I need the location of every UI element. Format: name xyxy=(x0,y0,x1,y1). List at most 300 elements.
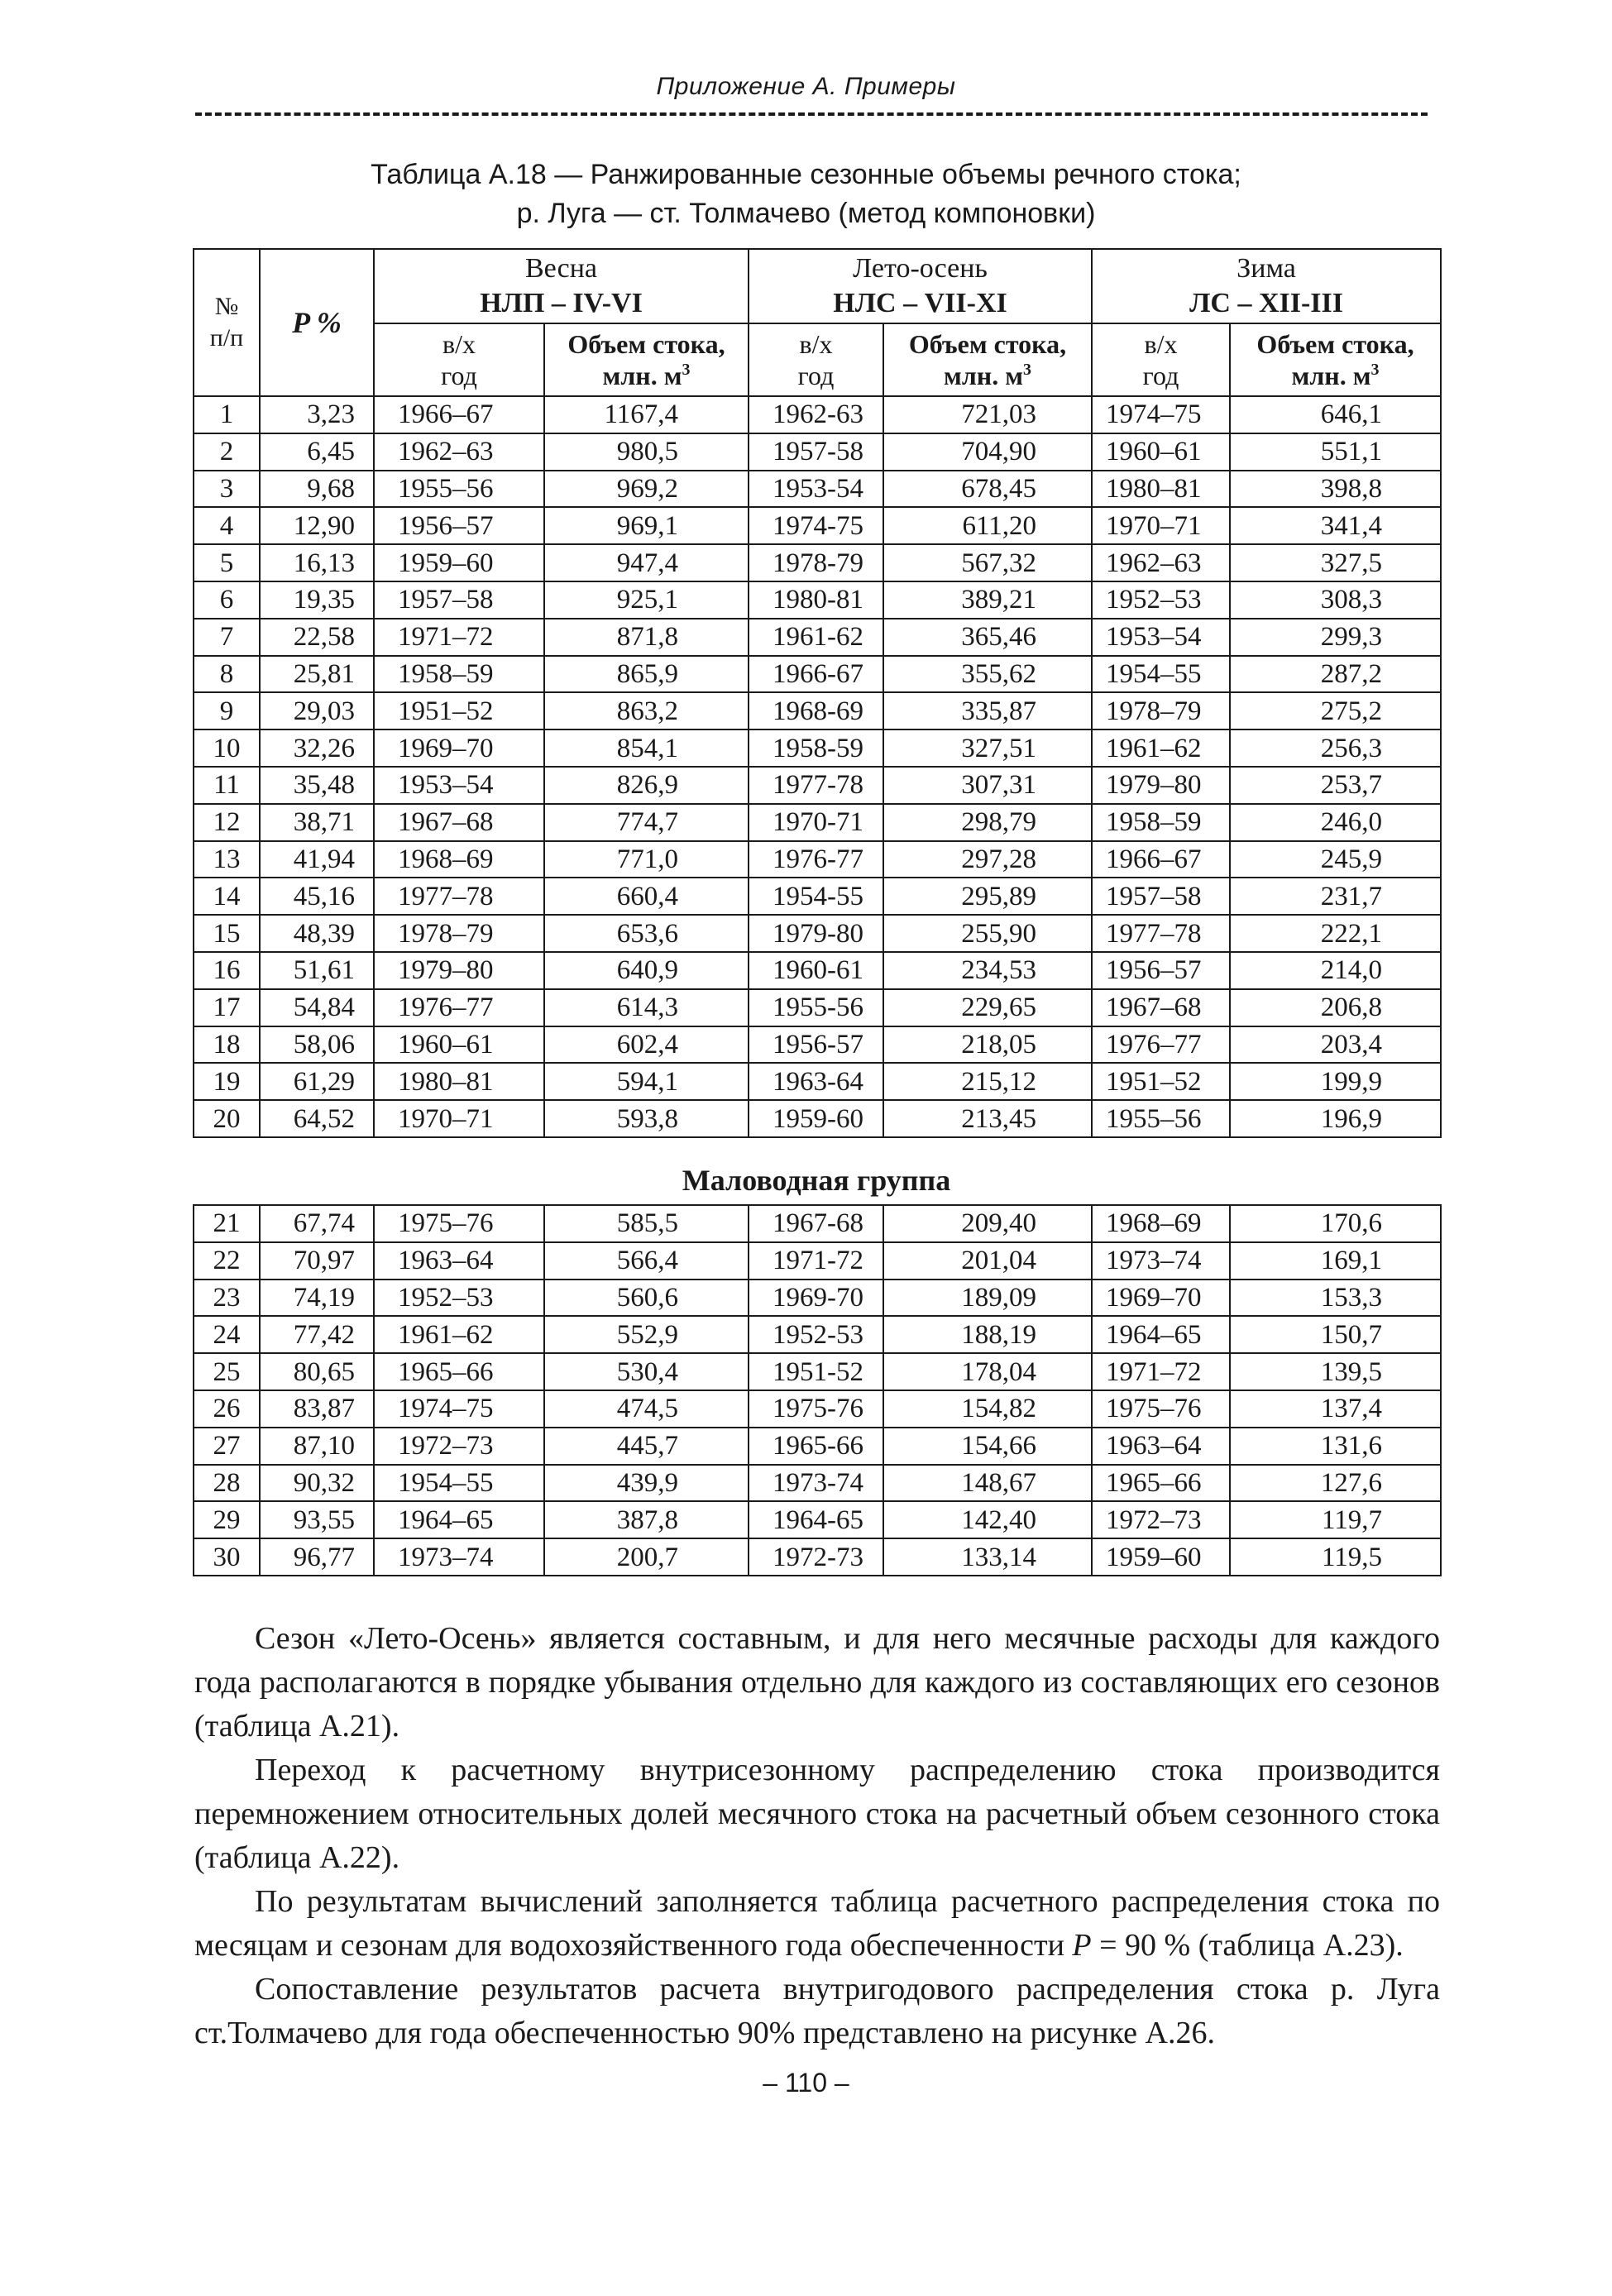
cell-summer-volume: 365,46 xyxy=(883,619,1092,656)
cell-winter-volume: 245,9 xyxy=(1230,841,1441,878)
cell-summer-volume: 188,19 xyxy=(883,1316,1092,1353)
cell-summer-volume: 335,87 xyxy=(883,692,1092,729)
cell-row-number: 24 xyxy=(194,1316,260,1353)
cell-spring-volume: 560,6 xyxy=(544,1280,749,1317)
cell-spring-year: 1960–61 xyxy=(374,1026,544,1064)
header-spring xyxy=(374,249,749,323)
cell-summer-year: 1953-54 xyxy=(749,471,883,508)
cell-winter-year: 1952–53 xyxy=(1092,581,1230,619)
cell-winter-volume: 127,6 xyxy=(1230,1465,1441,1502)
paragraph-3 xyxy=(194,1880,1440,1968)
cell-winter-year: 1972–73 xyxy=(1092,1501,1230,1538)
cell-winter-volume: 308,3 xyxy=(1230,581,1441,619)
cell-probability: 64,52 xyxy=(260,1100,374,1137)
cell-summer-volume: 189,09 xyxy=(883,1280,1092,1317)
cell-winter-year: 1973–74 xyxy=(1092,1242,1230,1280)
header-probability: P % xyxy=(260,249,374,396)
cell-row-number: 8 xyxy=(194,656,260,693)
cell-probability: 51,61 xyxy=(260,952,374,989)
cell-probability: 80,65 xyxy=(260,1353,374,1390)
low-water-group-title: Маловодная группа xyxy=(682,1164,951,1197)
cell-spring-volume: 614,3 xyxy=(544,989,749,1026)
cell-spring-volume: 552,9 xyxy=(544,1316,749,1353)
header-volume-line-1: Объем стока, xyxy=(1256,329,1414,359)
cell-probability: 3,23 xyxy=(260,396,374,433)
cell-winter-year: 1969–70 xyxy=(1092,1280,1230,1317)
cell-spring-volume: 653,6 xyxy=(544,915,749,952)
cell-summer-year: 1972-73 xyxy=(749,1538,883,1576)
cell-probability: 25,81 xyxy=(260,656,374,693)
cell-summer-year: 1961-62 xyxy=(749,619,883,656)
header-volume-line-2: млн. м xyxy=(944,361,1023,390)
cell-probability: 48,39 xyxy=(260,915,374,952)
cell-summer-year: 1973-74 xyxy=(749,1465,883,1502)
cell-winter-volume: 246,0 xyxy=(1230,804,1441,841)
cell-probability: 90,32 xyxy=(260,1465,374,1502)
cell-spring-year: 1964–65 xyxy=(374,1501,544,1538)
body-text xyxy=(194,1617,1440,2055)
cell-spring-volume: 774,7 xyxy=(544,804,749,841)
header-dashed-rule xyxy=(195,112,1428,116)
cell-spring-volume: 854,1 xyxy=(544,729,749,767)
cell-summer-volume: 255,90 xyxy=(883,915,1092,952)
cell-row-number: 28 xyxy=(194,1465,260,1502)
cell-winter-year: 1971–72 xyxy=(1092,1353,1230,1390)
cell-summer-volume: 295,89 xyxy=(883,878,1092,915)
cell-summer-volume: 154,82 xyxy=(883,1390,1092,1428)
cell-spring-year: 1978–79 xyxy=(374,915,544,952)
cell-probability: 9,68 xyxy=(260,471,374,508)
cell-winter-volume: 214,0 xyxy=(1230,952,1441,989)
cell-spring-volume: 871,8 xyxy=(544,619,749,656)
cell-probability: 35,48 xyxy=(260,767,374,804)
cell-winter-volume: 169,1 xyxy=(1230,1242,1441,1280)
cell-summer-year: 1970-71 xyxy=(749,804,883,841)
cell-spring-volume: 593,8 xyxy=(544,1100,749,1137)
cell-spring-year: 1958–59 xyxy=(374,656,544,693)
cell-winter-volume: 170,6 xyxy=(1230,1205,1441,1242)
cell-probability: 16,13 xyxy=(260,544,374,581)
table-row xyxy=(194,767,1441,804)
header-spring-volume xyxy=(544,323,749,396)
cell-row-number: 20 xyxy=(194,1100,260,1137)
cell-spring-volume: 439,9 xyxy=(544,1465,749,1502)
cell-probability: 38,71 xyxy=(260,804,374,841)
cell-summer-year: 1968-69 xyxy=(749,692,883,729)
cell-row-number: 3 xyxy=(194,471,260,508)
cell-probability: 12,90 xyxy=(260,507,374,544)
cell-spring-year: 1956–57 xyxy=(374,507,544,544)
header-winter-volume xyxy=(1230,323,1441,396)
cell-winter-year: 1979–80 xyxy=(1092,767,1230,804)
ranked-volumes-table xyxy=(193,248,1442,1138)
cell-winter-year: 1953–54 xyxy=(1092,619,1230,656)
cell-row-number: 22 xyxy=(194,1242,260,1280)
cell-spring-volume: 530,4 xyxy=(544,1353,749,1390)
cell-winter-year: 1951–52 xyxy=(1092,1063,1230,1100)
cell-row-number: 4 xyxy=(194,507,260,544)
cell-spring-volume: 969,2 xyxy=(544,471,749,508)
table-row xyxy=(194,1353,1441,1390)
cell-summer-volume: 721,03 xyxy=(883,396,1092,433)
header-year-line-1: в/х xyxy=(799,329,833,359)
cell-winter-volume: 150,7 xyxy=(1230,1316,1441,1353)
cell-winter-volume: 119,5 xyxy=(1230,1538,1441,1576)
cell-spring-year: 1959–60 xyxy=(374,544,544,581)
cell-summer-volume: 611,20 xyxy=(883,507,1092,544)
header-volume-line-1: Объем стока, xyxy=(908,329,1067,359)
cell-summer-volume: 213,45 xyxy=(883,1100,1092,1137)
cell-summer-volume: 327,51 xyxy=(883,729,1092,767)
cell-spring-year: 1976–77 xyxy=(374,989,544,1026)
cell-summer-volume: 218,05 xyxy=(883,1026,1092,1064)
cell-row-number: 19 xyxy=(194,1063,260,1100)
cell-spring-volume: 969,1 xyxy=(544,507,749,544)
header-winter-year xyxy=(1092,323,1230,396)
table-row xyxy=(194,396,1441,433)
cell-winter-year: 1960–61 xyxy=(1092,433,1230,471)
cell-summer-year: 1964-65 xyxy=(749,1501,883,1538)
cell-probability: 32,26 xyxy=(260,729,374,767)
cell-summer-volume: 307,31 xyxy=(883,767,1092,804)
cell-winter-volume: 551,1 xyxy=(1230,433,1441,471)
cell-spring-year: 1962–63 xyxy=(374,433,544,471)
cell-row-number: 16 xyxy=(194,952,260,989)
cell-summer-year: 1959-60 xyxy=(749,1100,883,1137)
header-year-line-2: год xyxy=(1142,361,1179,390)
table-row xyxy=(194,804,1441,841)
cell-spring-volume: 660,4 xyxy=(544,878,749,915)
cell-summer-volume: 229,65 xyxy=(883,989,1092,1026)
cell-spring-year: 1980–81 xyxy=(374,1063,544,1100)
cell-summer-year: 1975-76 xyxy=(749,1390,883,1428)
cell-row-number: 21 xyxy=(194,1205,260,1242)
cell-summer-volume: 142,40 xyxy=(883,1501,1092,1538)
cell-probability: 96,77 xyxy=(260,1538,374,1576)
cell-summer-year: 1960-61 xyxy=(749,952,883,989)
cell-summer-year: 1958-59 xyxy=(749,729,883,767)
table-row xyxy=(194,1465,1441,1502)
cell-summer-year: 1951-52 xyxy=(749,1353,883,1390)
cell-spring-year: 1961–62 xyxy=(374,1316,544,1353)
header-spring-name: Весна xyxy=(525,253,597,284)
cell-summer-volume: 234,53 xyxy=(883,952,1092,989)
table-row xyxy=(194,989,1441,1026)
cell-probability: 77,42 xyxy=(260,1316,374,1353)
table-caption xyxy=(0,155,1612,233)
cell-row-number: 11 xyxy=(194,767,260,804)
paragraph-1: Сезон «Лето-Осень» является составным, и для него месячные расходы для каждого года располагаются в порядке убывания отдельно для каждого из составляющих его сезонов (таблица А.21). xyxy=(194,1621,1440,1744)
cell-spring-volume: 594,1 xyxy=(544,1063,749,1100)
cell-probability: 87,10 xyxy=(260,1428,374,1465)
header-summer-code: НЛС – VII-XI xyxy=(833,288,1007,318)
cell-spring-volume: 980,5 xyxy=(544,433,749,471)
cell-summer-year: 1957-58 xyxy=(749,433,883,471)
table-row xyxy=(194,1501,1441,1538)
cell-spring-volume: 566,4 xyxy=(544,1242,749,1280)
cell-winter-year: 1970–71 xyxy=(1092,507,1230,544)
cell-winter-volume: 199,9 xyxy=(1230,1063,1441,1100)
cell-spring-year: 1955–56 xyxy=(374,471,544,508)
cell-spring-year: 1968–69 xyxy=(374,841,544,878)
cell-winter-volume: 287,2 xyxy=(1230,656,1441,693)
cell-spring-volume: 826,9 xyxy=(544,767,749,804)
header-summer-year xyxy=(749,323,883,396)
cell-spring-year: 1965–66 xyxy=(374,1353,544,1390)
cell-summer-volume: 389,21 xyxy=(883,581,1092,619)
cell-winter-year: 1965–66 xyxy=(1092,1465,1230,1502)
cell-winter-year: 1964–65 xyxy=(1092,1316,1230,1353)
header-year-line-2: год xyxy=(441,361,477,390)
table-row xyxy=(194,1316,1441,1353)
cell-probability: 58,06 xyxy=(260,1026,374,1064)
header-year-line-1: в/х xyxy=(442,329,476,359)
cell-winter-volume: 131,6 xyxy=(1230,1428,1441,1465)
cell-summer-volume: 148,67 xyxy=(883,1465,1092,1502)
table-row xyxy=(194,656,1441,693)
header-volume-line-1: Объем стока, xyxy=(567,329,725,359)
cell-winter-volume: 327,5 xyxy=(1230,544,1441,581)
cell-summer-volume: 178,04 xyxy=(883,1353,1092,1390)
cell-winter-year: 1955–56 xyxy=(1092,1100,1230,1137)
cell-spring-year: 1953–54 xyxy=(374,767,544,804)
cell-winter-year: 1963–64 xyxy=(1092,1428,1230,1465)
cell-probability: 54,84 xyxy=(260,989,374,1026)
header-year-line-2: год xyxy=(797,361,835,390)
table-row xyxy=(194,1100,1441,1137)
cell-summer-year: 1980-81 xyxy=(749,581,883,619)
cell-winter-year: 1961–62 xyxy=(1092,729,1230,767)
table-row xyxy=(194,544,1441,581)
cell-summer-volume: 355,62 xyxy=(883,656,1092,693)
cell-summer-volume: 201,04 xyxy=(883,1242,1092,1280)
table-row xyxy=(194,1390,1441,1428)
table-header xyxy=(194,249,1441,396)
cell-row-number: 1 xyxy=(194,396,260,433)
header-summer-autumn xyxy=(749,249,1092,323)
cell-spring-year: 1973–74 xyxy=(374,1538,544,1576)
cell-winter-year: 1959–60 xyxy=(1092,1538,1230,1576)
header-row-number-line-2: п/п xyxy=(209,324,244,352)
table-row xyxy=(194,507,1441,544)
table-row xyxy=(194,1280,1441,1317)
cell-probability: 6,45 xyxy=(260,433,374,471)
cell-spring-year: 1974–75 xyxy=(374,1390,544,1428)
table-row xyxy=(194,729,1441,767)
cell-winter-volume: 256,3 xyxy=(1230,729,1441,767)
table-row xyxy=(194,1428,1441,1465)
cell-summer-year: 1977-78 xyxy=(749,767,883,804)
table-row xyxy=(194,1063,1441,1100)
cell-winter-volume: 196,9 xyxy=(1230,1100,1441,1137)
cell-winter-volume: 646,1 xyxy=(1230,396,1441,433)
cell-row-number: 26 xyxy=(194,1390,260,1428)
cell-summer-year: 1963-64 xyxy=(749,1063,883,1100)
cell-row-number: 13 xyxy=(194,841,260,878)
cell-spring-year: 1954–55 xyxy=(374,1465,544,1502)
cell-summer-volume: 567,32 xyxy=(883,544,1092,581)
cell-summer-year: 1965-66 xyxy=(749,1428,883,1465)
cell-row-number: 18 xyxy=(194,1026,260,1064)
cell-summer-year: 1954-55 xyxy=(749,878,883,915)
cell-summer-volume: 215,12 xyxy=(883,1063,1092,1100)
cell-row-number: 30 xyxy=(194,1538,260,1576)
cell-summer-volume: 297,28 xyxy=(883,841,1092,878)
cell-winter-year: 1968–69 xyxy=(1092,1205,1230,1242)
table-row xyxy=(194,692,1441,729)
cell-summer-volume: 209,40 xyxy=(883,1205,1092,1242)
table-body xyxy=(194,396,1441,1137)
cell-summer-year: 1978-79 xyxy=(749,544,883,581)
cell-spring-year: 1951–52 xyxy=(374,692,544,729)
paragraph-3-variable: P xyxy=(1072,1928,1092,1963)
header-volume-line-2: млн. м xyxy=(602,361,682,390)
cell-winter-year: 1954–55 xyxy=(1092,656,1230,693)
cell-spring-volume: 445,7 xyxy=(544,1428,749,1465)
cell-summer-year: 1976-77 xyxy=(749,841,883,878)
cell-spring-volume: 200,7 xyxy=(544,1538,749,1576)
cell-probability: 67,74 xyxy=(260,1205,374,1242)
cell-winter-year: 1974–75 xyxy=(1092,396,1230,433)
cell-spring-year: 1963–64 xyxy=(374,1242,544,1280)
cell-row-number: 10 xyxy=(194,729,260,767)
cell-winter-year: 1958–59 xyxy=(1092,804,1230,841)
cell-row-number: 14 xyxy=(194,878,260,915)
cell-spring-volume: 865,9 xyxy=(544,656,749,693)
table-caption-line-1: Таблица А.18 — Ранжированные сезонные объемы речного стока; xyxy=(371,159,1241,190)
cell-spring-year: 1970–71 xyxy=(374,1100,544,1137)
cell-spring-year: 1967–68 xyxy=(374,804,544,841)
cell-winter-year: 1966–67 xyxy=(1092,841,1230,878)
paragraph-3-tail: = 90 % (таблица А.23). xyxy=(1099,1928,1404,1963)
cell-summer-volume: 704,90 xyxy=(883,433,1092,471)
cell-spring-volume: 863,2 xyxy=(544,692,749,729)
paragraph-3-text: По результатам вычислений заполняется таблица расчетного распределения стока по месяцам и сезонам для водохозяйственного года обеспеченности xyxy=(194,1884,1440,1963)
cell-summer-volume: 678,45 xyxy=(883,471,1092,508)
cell-row-number: 5 xyxy=(194,544,260,581)
cell-row-number: 29 xyxy=(194,1501,260,1538)
header-volume-sup: 3 xyxy=(682,361,691,379)
header-volume-sup: 3 xyxy=(1023,361,1031,379)
cell-winter-year: 1957–58 xyxy=(1092,878,1230,915)
cell-winter-year: 1977–78 xyxy=(1092,915,1230,952)
cell-winter-volume: 231,7 xyxy=(1230,878,1441,915)
table-row xyxy=(194,841,1441,878)
cell-spring-year: 1969–70 xyxy=(374,729,544,767)
cell-row-number: 7 xyxy=(194,619,260,656)
table-row xyxy=(194,619,1441,656)
cell-summer-year: 1967-68 xyxy=(749,1205,883,1242)
cell-winter-year: 1980–81 xyxy=(1092,471,1230,508)
cell-row-number: 6 xyxy=(194,581,260,619)
table-row xyxy=(194,581,1441,619)
header-winter-name: Зима xyxy=(1237,253,1296,284)
table-row xyxy=(194,1205,1441,1242)
cell-summer-volume: 133,14 xyxy=(883,1538,1092,1576)
low-water-table xyxy=(193,1204,1442,1576)
cell-winter-volume: 275,2 xyxy=(1230,692,1441,729)
table-row xyxy=(194,471,1441,508)
cell-spring-year: 1972–73 xyxy=(374,1428,544,1465)
cell-probability: 29,03 xyxy=(260,692,374,729)
cell-winter-volume: 139,5 xyxy=(1230,1353,1441,1390)
cell-summer-volume: 154,66 xyxy=(883,1428,1092,1465)
table-row xyxy=(194,1242,1441,1280)
cell-winter-year: 1967–68 xyxy=(1092,989,1230,1026)
cell-winter-year: 1978–79 xyxy=(1092,692,1230,729)
cell-probability: 70,97 xyxy=(260,1242,374,1280)
cell-spring-year: 1977–78 xyxy=(374,878,544,915)
cell-spring-volume: 771,0 xyxy=(544,841,749,878)
cell-winter-year: 1962–63 xyxy=(1092,544,1230,581)
cell-probability: 45,16 xyxy=(260,878,374,915)
cell-winter-volume: 119,7 xyxy=(1230,1501,1441,1538)
cell-summer-year: 1971-72 xyxy=(749,1242,883,1280)
cell-probability: 74,19 xyxy=(260,1280,374,1317)
cell-spring-year: 1975–76 xyxy=(374,1205,544,1242)
cell-row-number: 2 xyxy=(194,433,260,471)
cell-spring-year: 1971–72 xyxy=(374,619,544,656)
cell-spring-volume: 602,4 xyxy=(544,1026,749,1064)
cell-spring-year: 1957–58 xyxy=(374,581,544,619)
cell-probability: 22,58 xyxy=(260,619,374,656)
cell-spring-volume: 474,5 xyxy=(544,1390,749,1428)
table-row xyxy=(194,952,1441,989)
table-row xyxy=(194,1026,1441,1064)
cell-spring-volume: 640,9 xyxy=(544,952,749,989)
cell-row-number: 25 xyxy=(194,1353,260,1390)
cell-probability: 83,87 xyxy=(260,1390,374,1428)
cell-winter-volume: 253,7 xyxy=(1230,767,1441,804)
cell-row-number: 17 xyxy=(194,989,260,1026)
cell-probability: 61,29 xyxy=(260,1063,374,1100)
header-summer-name: Лето-осень xyxy=(853,253,988,284)
header-spring-year xyxy=(374,323,544,396)
cell-summer-year: 1952-53 xyxy=(749,1316,883,1353)
cell-spring-year: 1966–67 xyxy=(374,396,544,433)
paragraph-4: Сопоставление результатов расчета внутригодового распределения стока р. Луга ст.Толмачево для года обеспеченностью 90% представлено на рисунке А.26. xyxy=(194,1972,1440,2050)
cell-spring-year: 1979–80 xyxy=(374,952,544,989)
cell-row-number: 27 xyxy=(194,1428,260,1465)
table-row xyxy=(194,878,1441,915)
cell-summer-year: 1979-80 xyxy=(749,915,883,952)
cell-spring-volume: 387,8 xyxy=(544,1501,749,1538)
header-volume-sup: 3 xyxy=(1370,361,1380,379)
cell-spring-volume: 585,5 xyxy=(544,1205,749,1242)
cell-summer-year: 1974-75 xyxy=(749,507,883,544)
running-head: Приложение А. Примеры xyxy=(656,73,956,100)
table-row xyxy=(194,915,1441,952)
header-row-number xyxy=(194,249,260,396)
cell-probability: 41,94 xyxy=(260,841,374,878)
paragraph-2: Переход к расчетному внутрисезонному распределению стока производится перемножением относительных долей месячного стока на расчетный объем сезонного стока (таблица А.22). xyxy=(194,1753,1440,1875)
cell-winter-volume: 206,8 xyxy=(1230,989,1441,1026)
table-caption-line-2: р. Луга — ст. Толмачево (метод компоновки) xyxy=(516,198,1096,229)
table-row xyxy=(194,433,1441,471)
cell-winter-volume: 222,1 xyxy=(1230,915,1441,952)
cell-summer-year: 1962-63 xyxy=(749,396,883,433)
cell-winter-year: 1975–76 xyxy=(1092,1390,1230,1428)
cell-spring-year: 1952–53 xyxy=(374,1280,544,1317)
header-winter xyxy=(1092,249,1441,323)
low-water-table-body xyxy=(194,1205,1441,1576)
cell-summer-year: 1955-56 xyxy=(749,989,883,1026)
header-year-line-1: в/х xyxy=(1144,329,1178,359)
cell-winter-volume: 299,3 xyxy=(1230,619,1441,656)
page-number: – 110 – xyxy=(763,2068,849,2097)
cell-spring-volume: 1167,4 xyxy=(544,396,749,433)
cell-row-number: 15 xyxy=(194,915,260,952)
